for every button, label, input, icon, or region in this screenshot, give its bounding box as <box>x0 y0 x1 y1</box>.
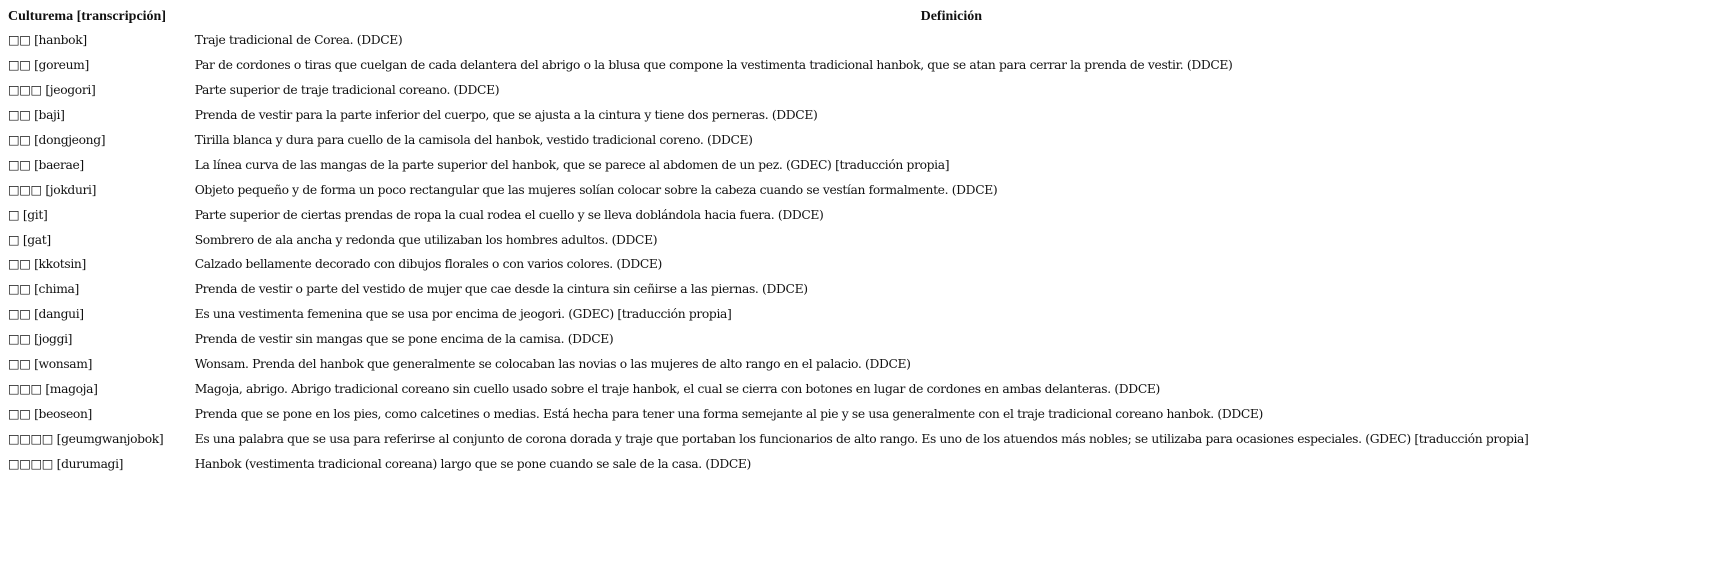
table-row <box>8 426 1708 451</box>
definition-cell: La línea curva de las mangas de la parte superior del hanbok, que se parece al abdomen de un pez. (GDEC) [traducción propia] <box>194 157 950 172</box>
table-row <box>8 53 1708 78</box>
table-row <box>8 202 1708 227</box>
table-row <box>8 376 1708 401</box>
culturema-cell: □□ [baji] <box>8 108 65 123</box>
table-body <box>8 28 1708 476</box>
definition-cell: Calzado bellamente decorado con dibujos florales o con varios colores. (DDCE) <box>194 257 662 272</box>
culturema-cell: □□ [wonsam] <box>8 357 93 372</box>
table-header <box>8 6 1708 28</box>
culturema-cell: □□□□ [geumgwanjobok] <box>8 431 164 446</box>
table-row <box>8 227 1708 252</box>
culturema-cell: □□ [chima] <box>8 282 79 297</box>
definition-cell: Magoja, abrigo. Abrigo tradicional coreano sin cuello usado sobre el traje hanbok, el cual se cierra con botones en lugar de cordones en ambas delanteras. (DDCE) <box>194 381 1160 396</box>
culturema-cell: □□ [kkotsin] <box>8 257 86 272</box>
table-row <box>8 252 1708 277</box>
table-row <box>8 327 1708 352</box>
table-row <box>8 352 1708 377</box>
table-row <box>8 401 1708 426</box>
culturema-cell: □□ [dongjeong] <box>8 133 106 147</box>
table-row <box>8 177 1708 202</box>
table-row <box>8 302 1708 327</box>
definition-cell: Es una palabra que se usa para referirse al conjunto de corona dorada y traje que portaban los funcionarios de alto rango. Es uno de los atuendos más nobles; se utilizaba para ocasiones especiales. (GDEC) [traducción propia] <box>194 431 1529 446</box>
table-row <box>8 451 1708 476</box>
table-row <box>8 277 1708 302</box>
definition-cell: Wonsam. Prenda del hanbok que generalmente se colocaban las novias o las mujeres de alto rango en el palacio. (DDCE) <box>194 357 911 372</box>
definition-cell: Tirilla blanca y dura para cuello de la camisola del hanbok, vestido tradicional coreno. (DDCE) <box>194 133 753 147</box>
culturema-cell: □□ [joggi] <box>8 332 73 347</box>
definition-cell: Hanbok (vestimenta tradicional coreana) largo que se pone cuando se sale de la casa. (DDCE) <box>194 456 751 471</box>
definition-cell: Objeto pequeño y de forma un poco rectangular que las mujeres solían colocar sobre la cabeza cuando se vestían formalmente. (DDCE) <box>194 182 998 197</box>
culturema-table <box>8 6 1708 476</box>
definition-cell: Prenda de vestir sin mangas que se pone encima de la camisa. (DDCE) <box>194 332 614 347</box>
table-row <box>8 103 1708 128</box>
definition-cell: Prenda de vestir para la parte inferior del cuerpo, que se ajusta a la cintura y tiene dos perneras. (DDCE) <box>194 108 818 123</box>
header-culturema: Culturema [transcripción] <box>8 9 166 24</box>
culturema-cell: □□□ [jeogori] <box>8 83 96 98</box>
culturema-cell: □ [git] <box>8 207 48 222</box>
table-row <box>8 28 1708 53</box>
culturema-cell: □□□□ [durumagi] <box>8 456 124 471</box>
definition-cell: Parte superior de ciertas prendas de ropa la cual rodea el cuello y se lleva doblándola hacia fuera. (DDCE) <box>194 207 824 222</box>
definition-cell: Prenda que se pone en los pies, como calcetines o medias. Está hecha para tener una forma semejante al pie y se usa generalmente con el traje tradicional coreano hanbok. (DDCE) <box>194 406 1263 421</box>
culturema-cell: □□ [hanbok] <box>8 33 87 48</box>
definition-cell: Prenda de vestir o parte del vestido de mujer que cae desde la cintura sin ceñirse a las piernas. (DDCE) <box>194 282 808 297</box>
definition-cell: Parte superior de traje tradicional coreano. (DDCE) <box>194 83 500 98</box>
culturema-cell: □□□ [magoja] <box>8 381 98 396</box>
table-row <box>8 78 1708 103</box>
definition-cell: Sombrero de ala ancha y redonda que utilizaban los hombres adultos. (DDCE) <box>194 232 658 247</box>
culturema-cell: □□□ [jokduri] <box>8 182 97 197</box>
culturema-cell: □□ [baerae] <box>8 157 84 172</box>
table-row <box>8 128 1708 153</box>
table-row <box>8 152 1708 177</box>
document-page <box>8 6 1708 476</box>
definition-cell: Traje tradicional de Corea. (DDCE) <box>194 33 403 48</box>
header-definicion: Definición <box>920 9 983 24</box>
header-row <box>8 6 1708 28</box>
culturema-cell: □□ [dangui] <box>8 307 84 322</box>
culturema-cell: □ [gat] <box>8 232 51 247</box>
culturema-cell: □□ [beoseon] <box>8 406 93 421</box>
definition-cell: Es una vestimenta femenina que se usa por encima de jeogori. (GDEC) [traducción propia] <box>194 307 732 322</box>
definition-cell: Par de cordones o tiras que cuelgan de cada delantera del abrigo o la blusa que compone la vestimenta tradicional hanbok, que se atan para cerrar la prenda de vestir. (DDCE) <box>194 58 1233 73</box>
culturema-cell: □□ [goreum] <box>8 58 89 73</box>
